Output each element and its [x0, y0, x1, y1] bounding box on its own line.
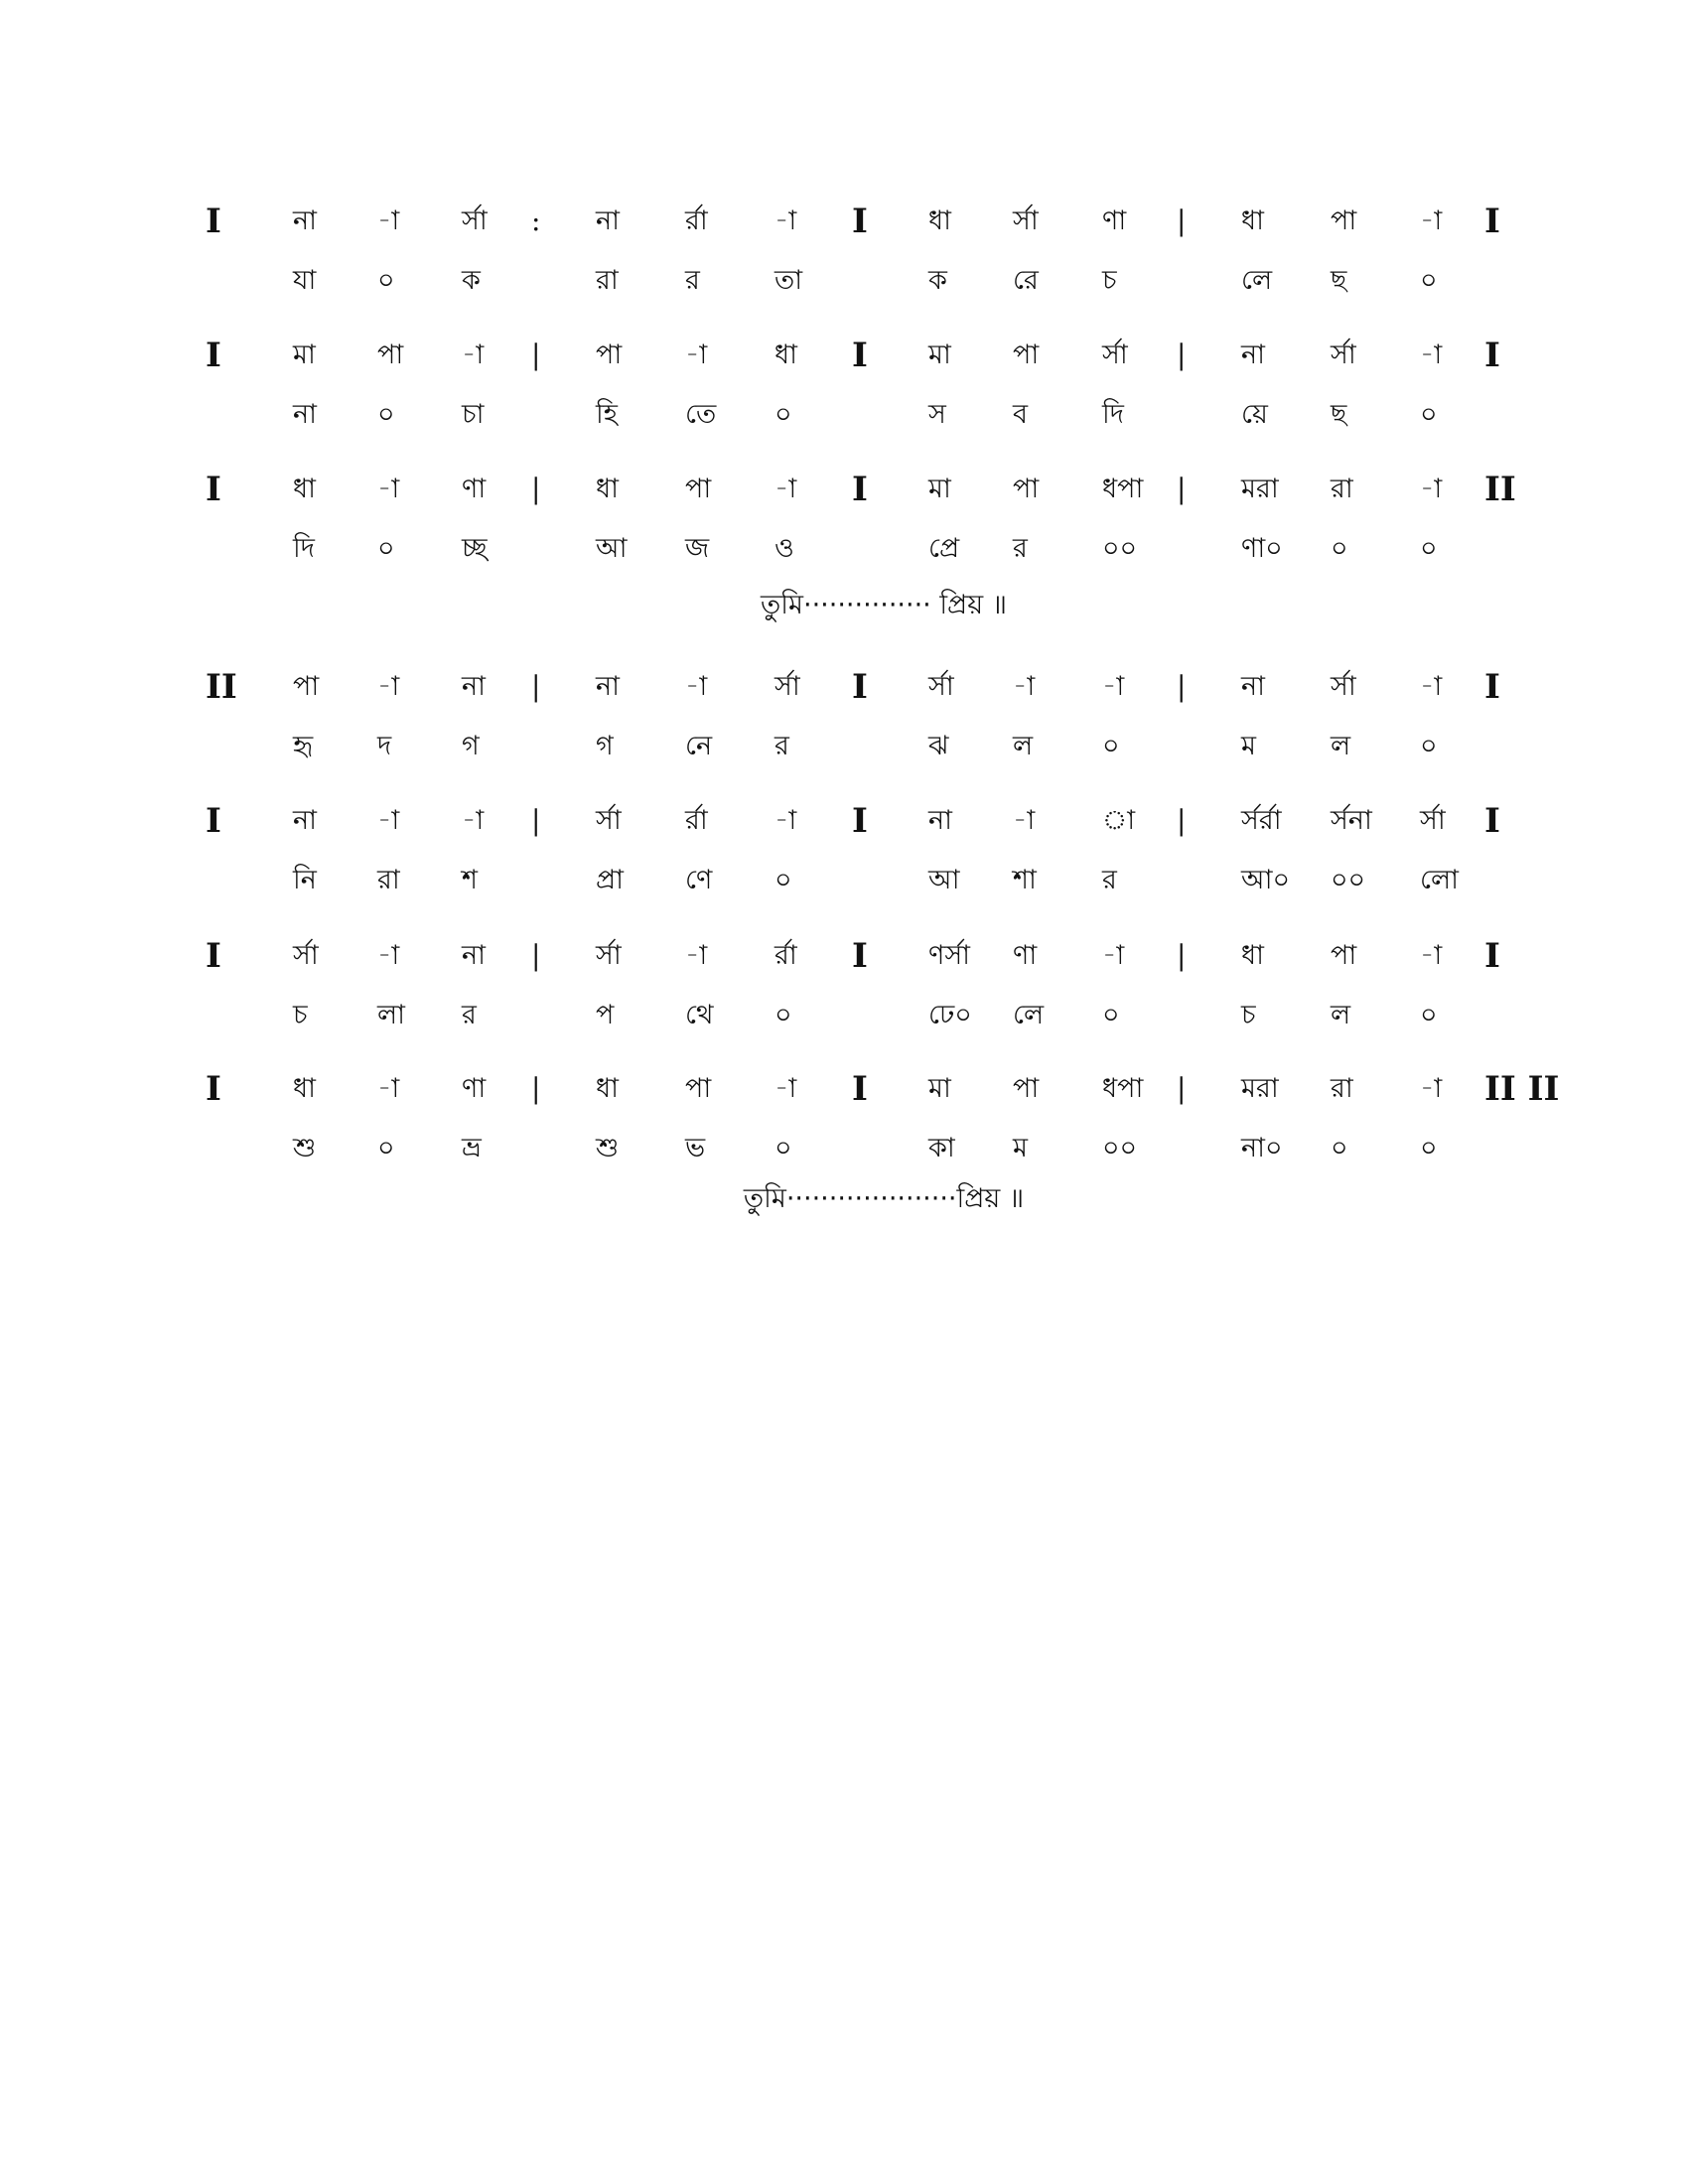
swara-note: ধা — [1241, 940, 1264, 971]
lyric-syllable: র — [685, 265, 700, 296]
lyric-syllable: ০ — [1331, 533, 1348, 564]
bar-separator: I — [206, 801, 221, 841]
lyric-syllable: দ — [377, 731, 392, 761]
swara-note: -া — [462, 340, 485, 370]
swara-note: -া — [1420, 205, 1443, 236]
swara-note: -া — [1420, 340, 1443, 370]
swara-note: পা — [377, 340, 404, 370]
swara-note: ধা — [293, 474, 316, 504]
lyric-syllable: ০ — [377, 265, 395, 296]
bar-separator: II — [1484, 470, 1516, 509]
lyric-syllable: শু — [293, 1133, 317, 1163]
lyric-syllable: ব — [1013, 399, 1029, 430]
swara-note: -া — [1420, 940, 1443, 971]
lyric-syllable: স — [928, 399, 946, 430]
bar-separator: I — [852, 336, 868, 375]
lyric-syllable: ০ — [1420, 1133, 1438, 1163]
swara-note: না — [596, 205, 620, 236]
bar-separator: I — [852, 936, 868, 976]
lyric-syllable: আ — [928, 865, 960, 895]
swara-note: -া — [774, 805, 797, 836]
swara-note: না — [928, 805, 952, 836]
swara-note: পা — [1331, 205, 1357, 236]
lyric-row — [0, 256, 1688, 306]
swara-note: -া — [377, 805, 400, 836]
swara-note: -া — [377, 474, 400, 504]
lyric-syllable: লো — [1420, 865, 1459, 895]
lyric-syllable: ভ — [685, 1133, 706, 1163]
lyric-syllable: নে — [685, 731, 713, 761]
swara-note: ণা — [1013, 940, 1038, 971]
lyric-syllable: ঢে০ — [928, 1000, 972, 1030]
swara-note: পা — [596, 340, 623, 370]
swara-note: র্সা — [596, 805, 622, 836]
swara-note: র্সা — [928, 671, 954, 702]
bar-separator: | — [531, 804, 541, 837]
lyric-syllable: নি — [293, 865, 317, 895]
lyric-syllable: ০ — [1102, 731, 1120, 761]
lyric-syllable: রা — [377, 865, 400, 895]
lyric-syllable: ণা০ — [1241, 533, 1283, 564]
lyric-syllable: ০ — [774, 1133, 792, 1163]
swara-note: -া — [685, 940, 708, 971]
swara-note: ধা — [293, 1073, 316, 1104]
lyric-syllable: র — [462, 1000, 477, 1030]
swara-note: ধা — [1241, 205, 1264, 236]
lyric-syllable: চ — [1241, 1000, 1256, 1030]
swara-note: র্রা — [774, 940, 797, 971]
refrain-line: তুমি··············· প্রিয় ॥ — [761, 590, 1007, 620]
lyric-syllable: ০ — [377, 1133, 395, 1163]
lyric-syllable: ক — [462, 265, 481, 296]
swara-note: -া — [1013, 805, 1036, 836]
swara-note: র্সা — [1331, 671, 1356, 702]
lyric-syllable: ল — [1013, 731, 1034, 761]
lyric-syllable: না০ — [1241, 1133, 1283, 1163]
swara-note: রা — [1331, 1073, 1353, 1104]
bar-separator: I — [1484, 336, 1500, 375]
bar-separator: | — [531, 939, 541, 972]
bar-separator: | — [1177, 473, 1187, 505]
swara-note: -া — [377, 940, 400, 971]
swara-note: ধা — [928, 205, 951, 236]
swara-note: পা — [685, 1073, 712, 1104]
bar-separator: | — [1177, 939, 1187, 972]
swara-row — [0, 331, 1688, 380]
swara-note: -া — [685, 340, 708, 370]
lyric-row — [0, 722, 1688, 771]
bar-separator: I — [852, 202, 868, 241]
lyric-syllable: হৃ — [293, 731, 314, 761]
swara-note: র্সা — [596, 940, 622, 971]
swara-note: ধা — [596, 1073, 619, 1104]
lyric-syllable: শু — [596, 1133, 620, 1163]
swara-row — [0, 197, 1688, 246]
swara-note: -া — [774, 474, 797, 504]
bar-separator: : — [531, 205, 541, 237]
swara-note: ধপা — [1102, 474, 1144, 504]
swara-note: র্সা — [1331, 340, 1356, 370]
lyric-syllable: শ — [462, 865, 478, 895]
bar-separator: I — [1484, 202, 1500, 241]
bar-separator: I — [206, 936, 221, 976]
refrain-line: তুমি····················প্রিয় ॥ — [743, 1183, 1025, 1214]
lyric-row — [0, 524, 1688, 574]
lyric-syllable: লা — [377, 1000, 405, 1030]
swara-note: -া — [377, 671, 400, 702]
lyric-syllable: ল — [1331, 731, 1351, 761]
swara-row — [0, 1064, 1688, 1114]
lyric-row — [0, 390, 1688, 440]
lyric-row — [0, 1124, 1688, 1173]
swara-note: ণা — [462, 474, 487, 504]
lyric-syllable: থে — [685, 1000, 714, 1030]
lyric-syllable: ল — [1331, 1000, 1351, 1030]
lyric-syllable: লে — [1013, 1000, 1045, 1030]
swara-note: ধা — [774, 340, 797, 370]
lyric-syllable: ম — [1241, 731, 1256, 761]
swara-note: না — [462, 940, 486, 971]
lyric-syllable: ০ — [377, 399, 395, 430]
swara-note: মরা — [1241, 1073, 1279, 1104]
lyric-syllable: প্রা — [596, 865, 624, 895]
lyric-syllable: ০ — [1420, 265, 1438, 296]
swara-note: মা — [928, 474, 951, 504]
swara-note: র্সনা — [1331, 805, 1372, 836]
swara-note: -া — [774, 1073, 797, 1104]
swara-note: -া — [377, 1073, 400, 1104]
bar-separator: I — [1484, 801, 1500, 841]
swara-note: মা — [293, 340, 316, 370]
swara-note: না — [293, 205, 317, 236]
swara-note: না — [462, 671, 486, 702]
lyric-syllable: ০ — [1420, 1000, 1438, 1030]
swara-note: না — [1241, 671, 1265, 702]
swara-note: না — [596, 671, 620, 702]
lyric-syllable: ০ — [1420, 731, 1438, 761]
lyric-syllable: তে — [685, 399, 717, 430]
lyric-syllable: ০ — [774, 399, 792, 430]
bar-separator: | — [1177, 804, 1187, 837]
lyric-syllable: চ — [1102, 265, 1117, 296]
lyric-syllable: রে — [1013, 265, 1039, 296]
swara-row — [0, 465, 1688, 514]
bar-separator: I — [206, 202, 221, 241]
lyric-syllable: ০০ — [1331, 865, 1366, 895]
swara-note: -া — [462, 805, 485, 836]
swara-note: র্রা — [685, 805, 708, 836]
swara-note: -া — [1102, 671, 1125, 702]
bar-separator: I — [852, 667, 868, 707]
swara-note: পা — [685, 474, 712, 504]
lyric-syllable: ণে — [685, 865, 713, 895]
swara-note: র্সা — [1420, 805, 1446, 836]
swara-note: -া — [1420, 1073, 1443, 1104]
lyric-syllable: র — [1013, 533, 1028, 564]
swara-note: ণর্সা — [928, 940, 970, 971]
lyric-syllable: প্রে — [928, 533, 960, 564]
swara-note: র্রা — [685, 205, 708, 236]
swara-row — [0, 662, 1688, 712]
lyric-syllable: আ — [596, 533, 628, 564]
swara-note: া — [1102, 805, 1136, 836]
swara-note: না — [1241, 340, 1265, 370]
swara-note: র্সা — [1013, 205, 1039, 236]
bar-separator: | — [531, 473, 541, 505]
bar-separator: I — [206, 470, 221, 509]
swara-note: -া — [1102, 940, 1125, 971]
lyric-syllable: কা — [928, 1133, 955, 1163]
lyric-syllable: ০০ — [1102, 533, 1138, 564]
lyric-row — [0, 991, 1688, 1040]
bar-separator: I — [1484, 667, 1500, 707]
swara-note: -া — [1013, 671, 1036, 702]
swara-row — [0, 796, 1688, 846]
swara-note: র্সর্রা — [1241, 805, 1282, 836]
lyric-syllable: রা — [596, 265, 619, 296]
lyric-syllable: ০ — [1420, 533, 1438, 564]
swara-note: র্সা — [1102, 340, 1128, 370]
swara-note: পা — [1013, 340, 1040, 370]
lyric-syllable: দি — [293, 533, 315, 564]
swara-note: পা — [1013, 474, 1040, 504]
lyric-syllable: য়ে — [1241, 399, 1268, 430]
bar-separator: | — [1177, 339, 1187, 371]
lyric-syllable: র — [1102, 865, 1117, 895]
lyric-syllable: চ্ছ — [462, 533, 488, 564]
swara-note: র্সা — [462, 205, 488, 236]
lyric-syllable: ০ — [1420, 399, 1438, 430]
swara-note: -া — [1420, 671, 1443, 702]
swara-note: পা — [1331, 940, 1357, 971]
lyric-syllable: চ — [293, 1000, 308, 1030]
swara-note: মরা — [1241, 474, 1279, 504]
lyric-syllable: ০ — [1331, 1133, 1348, 1163]
swara-note: পা — [1013, 1073, 1040, 1104]
lyric-syllable: ক — [928, 265, 947, 296]
swara-note: না — [293, 805, 317, 836]
lyric-syllable: জ — [685, 533, 710, 564]
lyric-syllable: ও — [774, 533, 794, 564]
lyric-syllable: ০ — [377, 533, 395, 564]
bar-separator: | — [1177, 1072, 1187, 1105]
bar-separator: | — [531, 1072, 541, 1105]
lyric-syllable: ছ — [1331, 399, 1347, 430]
lyric-syllable: দি — [1102, 399, 1124, 430]
swara-note: -া — [774, 205, 797, 236]
lyric-syllable: আ০ — [1241, 865, 1291, 895]
lyric-syllable: ঝ — [928, 731, 949, 761]
swara-note: -া — [1420, 474, 1443, 504]
bar-separator: II II — [1484, 1069, 1560, 1109]
lyric-syllable: হি — [596, 399, 618, 430]
bar-separator: | — [1177, 205, 1187, 237]
swara-note: পা — [293, 671, 320, 702]
swara-note: মা — [928, 1073, 951, 1104]
lyric-syllable: শা — [1013, 865, 1037, 895]
bar-separator: II — [206, 667, 237, 707]
swara-note: র্সা — [293, 940, 319, 971]
bar-separator: I — [1484, 936, 1500, 976]
bar-separator: | — [531, 670, 541, 703]
swara-note: ধা — [596, 474, 619, 504]
swara-note: -া — [685, 671, 708, 702]
lyric-syllable: ০০ — [1102, 1133, 1138, 1163]
lyric-row — [0, 856, 1688, 905]
bar-separator: | — [531, 339, 541, 371]
bar-separator: I — [852, 1069, 868, 1109]
lyric-syllable: যা — [293, 265, 317, 296]
lyric-syllable: গ — [462, 731, 480, 761]
swara-row — [0, 931, 1688, 981]
swara-note: ধপা — [1102, 1073, 1144, 1104]
bar-separator: | — [1177, 670, 1187, 703]
lyric-syllable: ম — [1013, 1133, 1028, 1163]
lyric-syllable: প — [596, 1000, 615, 1030]
lyric-syllable: র — [774, 731, 789, 761]
swara-note: রা — [1331, 474, 1353, 504]
lyric-syllable: গ — [596, 731, 614, 761]
lyric-syllable: ০ — [774, 1000, 792, 1030]
lyric-syllable: তা — [774, 265, 803, 296]
bar-separator: I — [852, 470, 868, 509]
lyric-syllable: ০ — [774, 865, 792, 895]
bar-separator: I — [206, 1069, 221, 1109]
lyric-syllable: ভ্র — [462, 1133, 482, 1163]
swara-note: ণা — [462, 1073, 487, 1104]
swara-note: মা — [928, 340, 951, 370]
bar-separator: I — [852, 801, 868, 841]
swara-note: -া — [377, 205, 400, 236]
lyric-syllable: চা — [462, 399, 485, 430]
lyric-syllable: ০ — [1102, 1000, 1120, 1030]
swara-note: র্সা — [774, 671, 800, 702]
lyric-syllable: না — [293, 399, 317, 430]
lyric-syllable: ছ — [1331, 265, 1347, 296]
swara-note: ণা — [1102, 205, 1127, 236]
lyric-syllable: লে — [1241, 265, 1273, 296]
bar-separator: I — [206, 336, 221, 375]
